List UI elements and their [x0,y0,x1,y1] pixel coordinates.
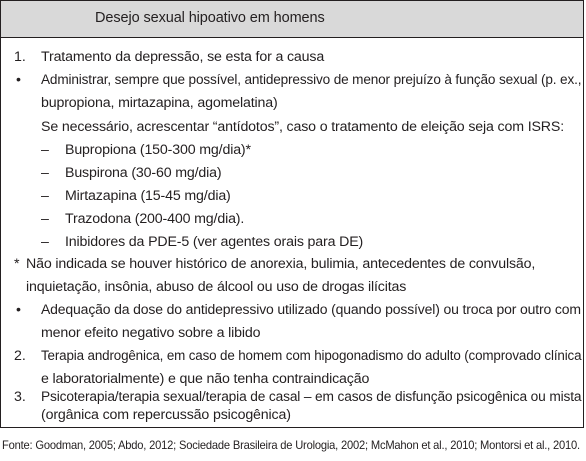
item-marker: – [41,188,49,204]
item-line: Psicoterapia/terapia sexual/terapia de casal – em casos de disfunção psicogênica ou mista [41,389,582,405]
table-header [1,1,583,38]
item-line: Trazodona (200-400 mg/dia). [65,211,245,227]
item-line: Mirtazapina (15-45 mg/dia) [65,188,231,204]
item-marker: • [16,72,21,88]
item-marker: – [41,142,49,158]
item-marker: 1. [14,49,26,65]
item-line: Adequação da dose do antidepressivo utilizado (quando possível) ou troca por outro com [41,302,581,318]
item-line: Inibidores da PDE-5 (ver agentes orais para DE) [65,234,364,250]
item-marker: • [16,302,21,318]
item-line: inquietação, insônia, abuso de álcool ou uso de drogas ilícitas [26,279,407,295]
item-marker: – [41,211,49,227]
item-line: e laboratorialmente) e que não tenha contraindicação [41,371,370,387]
source-note: Fonte: Goodman, 2005; Abdo, 2012; Sociedade Brasileira de Urologia, 2002; McMahon et al., 2010; Montorsi et al., 2010. [2,439,580,452]
item-line: Terapia androgênica, em caso de homem com hipogonadismo do adulto (comprovado clínica [41,348,582,364]
item-line: (orgânica com repercussão psicogênica) [41,407,291,423]
item-line: Bupropiona (150-300 mg/dia)* [65,142,251,158]
item-line: Não indicada se houver histórico de anorexia, bulimia, antecedentes de convulsão, [26,256,536,272]
item-line: Administrar, sempre que possível, antidepressivo de menor prejuízo à função sexual (p. ex., [41,72,582,88]
item-line: Tratamento da depressão, se esta for a causa [41,49,325,65]
table-title: Desejo sexual hipoativo em homens [95,10,325,26]
item-line: bupropiona, mirtazapina, agomelatina) [41,95,278,111]
item-marker: * [14,256,20,272]
item-line: Buspirona (30-60 mg/dia) [65,165,222,181]
item-marker: – [41,165,49,181]
item-marker: 2. [14,348,26,364]
item-line: menor efeito negativo sobre a libido [41,325,261,341]
item-marker: 3. [14,389,26,405]
item-line: Se necessário, acrescentar “antídotos”, caso o tratamento de eleição seja com ISRS: [41,119,565,135]
item-marker: – [41,234,49,250]
